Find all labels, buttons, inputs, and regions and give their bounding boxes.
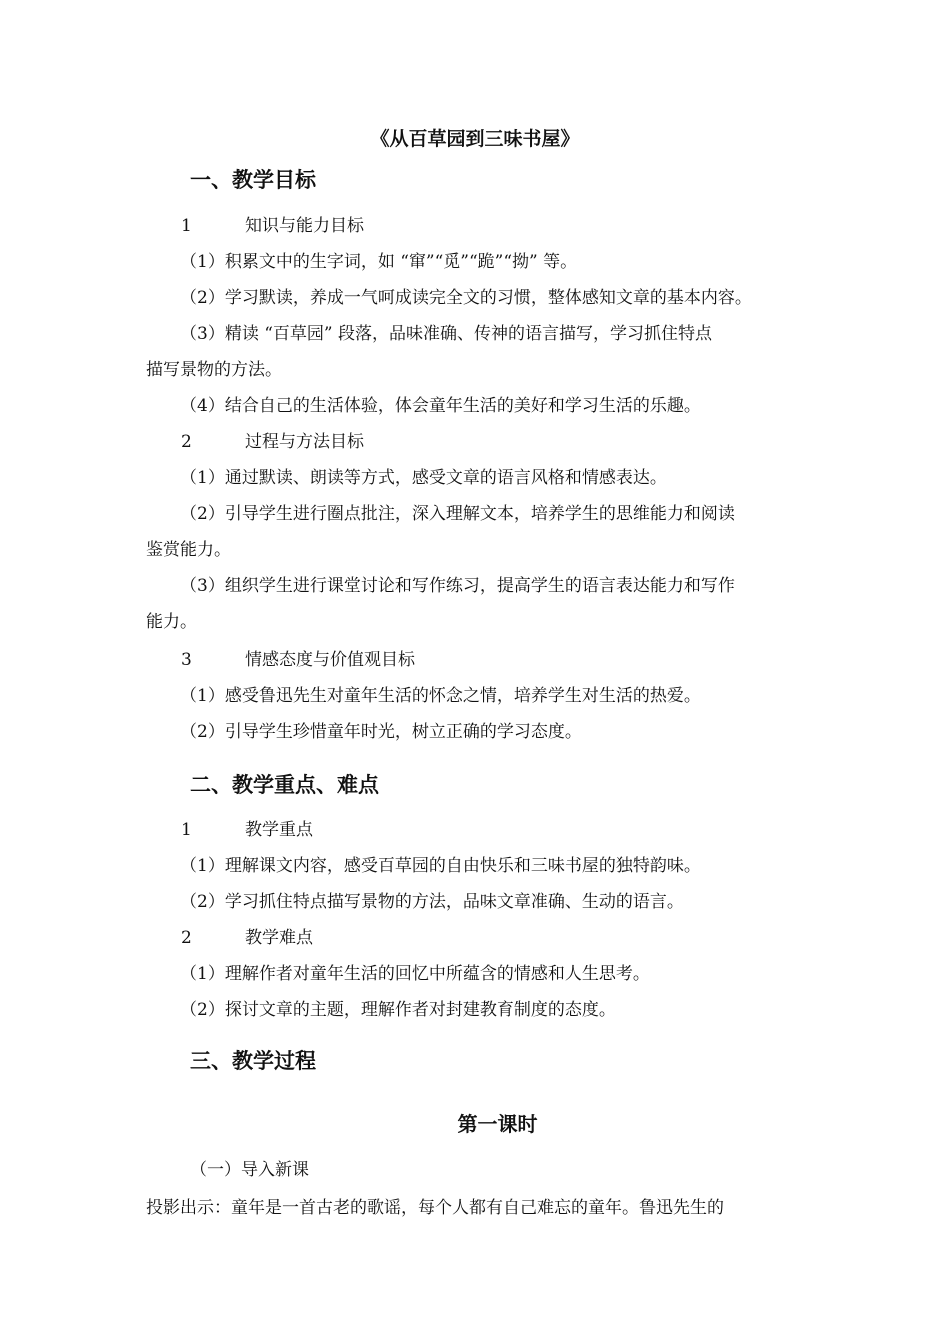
subsection-label: 过程与方法目标 (245, 432, 364, 452)
paragraph-line: （2）探讨文章的主题，理解作者对封建教育制度的态度。 (180, 1000, 616, 1020)
subsection-label: 教学难点 (245, 928, 313, 948)
section-heading-key-points: 二、教学重点、难点 (190, 774, 379, 797)
paragraph-line: （3）组织学生进行课堂讨论和写作练习，提高学生的语言表达能力和写作 (180, 576, 735, 596)
paragraph-line: 能力。 (146, 612, 197, 632)
step-heading: （一）导入新课 (190, 1160, 309, 1180)
subsection-label: 情感态度与价值观目标 (245, 650, 415, 670)
paragraph-line: （1）通过默读、朗读等方式，感受文章的语言风格和情感表达。 (180, 468, 667, 488)
paragraph-line: （1）理解课文内容，感受百草园的自由快乐和三味书屋的独特韵味。 (180, 856, 701, 876)
paragraph-line: （1）理解作者对童年生活的回忆中所蕴含的情感和人生思考。 (180, 964, 650, 984)
item-number: 2 (181, 432, 192, 452)
subsection-label: 教学重点 (245, 820, 313, 840)
item-number: 1 (181, 820, 192, 840)
paragraph-line: 描写景物的方法。 (146, 360, 282, 380)
item-number: 2 (181, 928, 192, 948)
paragraph-line: 投影出示：童年是一首古老的歌谣，每个人都有自己难忘的童年。鲁迅先生的 (146, 1198, 724, 1218)
section-heading-objectives: 一、教学目标 (190, 169, 316, 192)
paragraph-line: （2）学习默读，养成一气呵成读完全文的习惯，整体感知文章的基本内容。 (180, 288, 752, 308)
paragraph-line: （1）感受鲁迅先生对童年生活的怀念之情，培养学生对生活的热爱。 (180, 686, 701, 706)
paragraph-line: 鉴赏能力。 (146, 540, 231, 560)
paragraph-line: （3）精读 “百草园” 段落，品味准确、传神的语言描写，学习抓住特点 (180, 324, 713, 344)
paragraph-line: （2）学习抓住特点描写景物的方法，品味文章准确、生动的语言。 (180, 892, 684, 912)
paragraph-line: （2）引导学生进行圈点批注，深入理解文本，培养学生的思维能力和阅读 (180, 504, 735, 524)
paragraph-line: （1）积累文中的生字词，如 “窜”“觅”“跪”“拗” 等。 (180, 252, 578, 272)
paragraph-line: （2）引导学生珍惜童年时光，树立正确的学习态度。 (180, 722, 582, 742)
document-title: 《从百草园到三味书屋》 (370, 129, 580, 150)
item-number: 3 (181, 650, 192, 670)
lesson-title: 第一课时 (457, 1114, 538, 1136)
paragraph-line: （4）结合自己的生活体验，体会童年生活的美好和学习生活的乐趣。 (180, 396, 701, 416)
section-heading-process: 三、教学过程 (190, 1050, 316, 1073)
subsection-label: 知识与能力目标 (245, 216, 364, 236)
item-number: 1 (181, 216, 192, 236)
